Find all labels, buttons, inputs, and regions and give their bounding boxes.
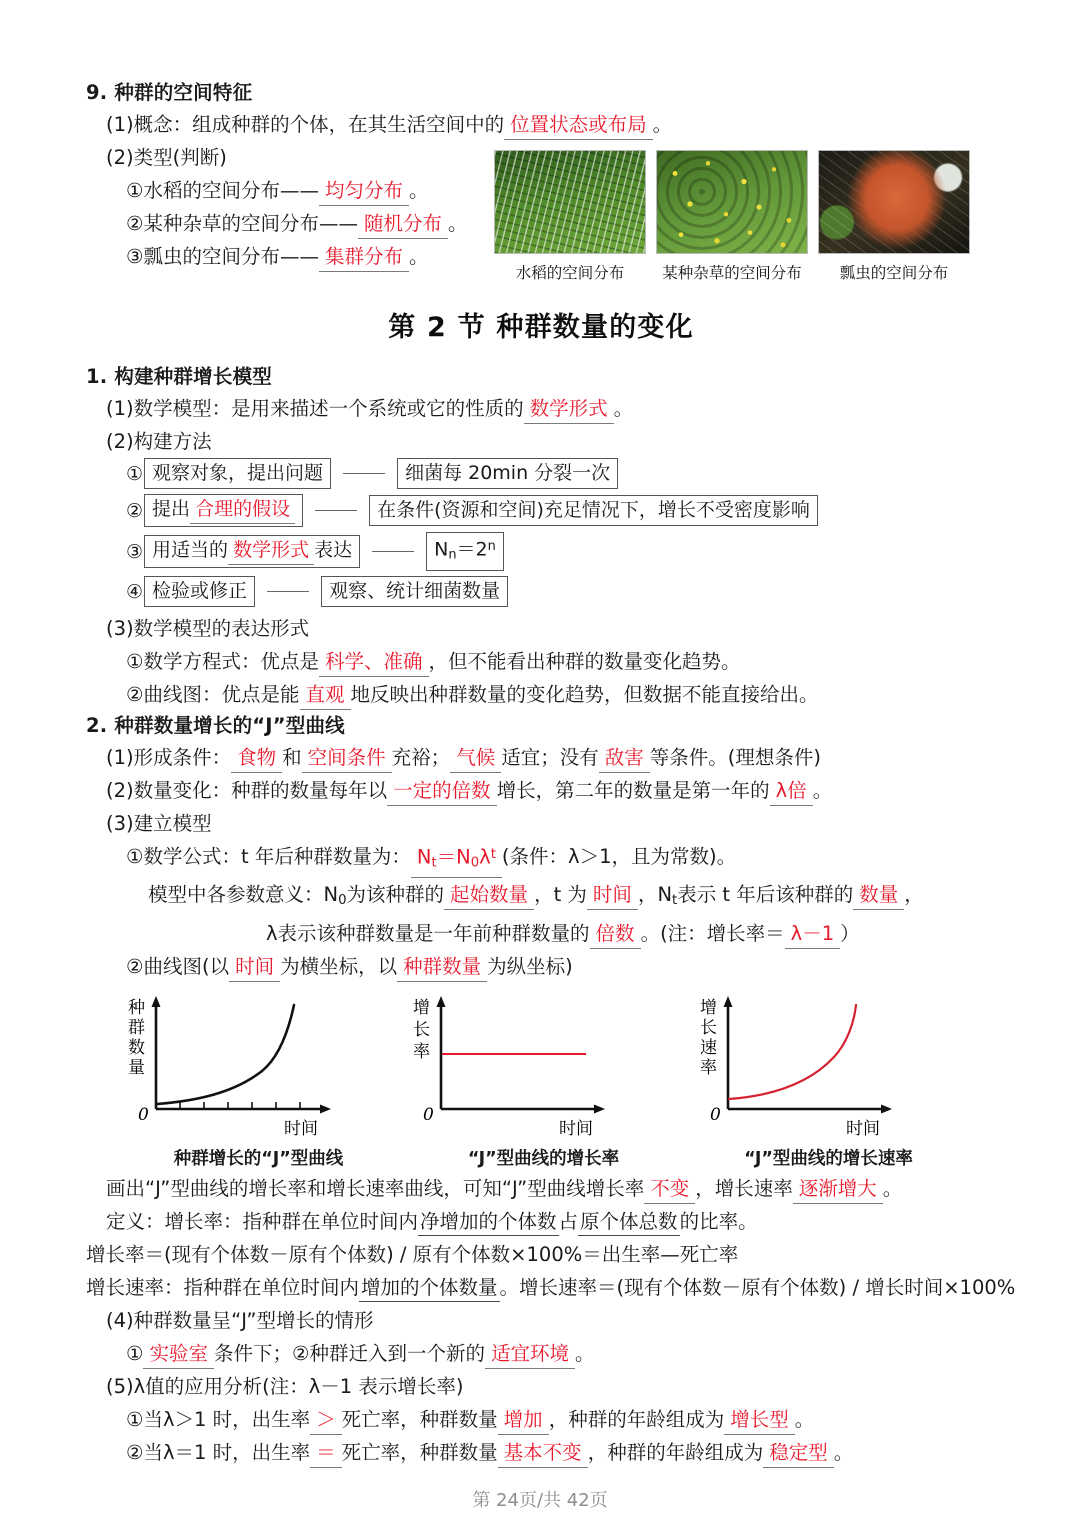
chart-2-ylabel-char-3: 率 [413,1042,430,1063]
expression-forms-label: (3)数学模型的表达形式 [106,617,310,641]
chart-3-origin-label: 0 [710,1105,721,1126]
type-2-num: ② [126,212,144,235]
lambda-analysis-label: (5)λ值的应用分析(注：λ－1 表示增长率) [106,1375,464,1399]
chart-3-xlabel: 时间 [846,1119,880,1140]
photo-caption-weed: 某种杂草的空间分布 [662,264,802,282]
type-1-label: 水稻的空间分布—— [143,179,319,202]
parameters-line-2 [266,917,996,950]
expression-form-row-1 [126,645,996,678]
formula-num: ① [126,845,144,869]
lambda-1-mid-2: ，种群的年龄组成为 [548,1408,725,1432]
photo-caption-ladybug: 瓢虫的空间分布 [839,264,949,282]
step-2-answer: 合理的假设 [190,496,295,524]
lambda-1-pre: 当λ＞1 时，出生率 [143,1408,311,1432]
form-2-pre: 曲线图：优点是能 [143,683,300,707]
j-growth-cases-line [126,1337,996,1370]
chart-1-ylabel-char-1: 种 [128,998,145,1019]
lambda-1-num: ① [126,1408,144,1432]
conditions-mid-3: 适宜；没有 [501,746,599,770]
case-2-answer: 适宜环境 [485,1341,575,1369]
param-answer-initial: 起始数量 [444,882,534,910]
condition-answer-food: 食物 [231,745,282,773]
curve-pre: 曲线图(以 [143,955,230,979]
section-9-heading: 9. 种群的空间特征 [86,81,253,104]
concept-tail: 。 [652,113,673,136]
distribution-type-row-1 [126,174,996,207]
build-method-label: (2)构建方法 [106,430,212,453]
type-3-num: ③ [126,245,144,268]
step-2-left-box [144,494,303,527]
step-3-left-suffix: 表达 [314,539,353,562]
step-1-right-box: 细菌每 20min 分裂一次 [397,458,618,489]
chart-2-ylabel-char-1: 增 [413,998,430,1019]
case-1-answer: 实验室 [143,1341,214,1369]
step-3-left-text: 用适当的 [152,539,229,562]
conclusion-answer-rate: 不变 [644,1176,695,1204]
quantity-change-mid: 增长，第二年的数量是第一年的 [496,779,770,803]
growth-speed-formula-line [86,1271,1016,1304]
step-1-connector [343,473,385,474]
page-content [86,78,1016,1469]
math-model-answer: 数学形式 [524,396,614,424]
form-2-answer: 直观 [300,682,351,710]
parameters-line-1 [148,878,996,917]
lambda-2-mid-2: ，种群的年龄组成为 [587,1441,764,1465]
graph-1-caption: 种群增长的“J”型曲线 [173,1149,344,1170]
j-curve-population-chart [116,991,401,1141]
curve-y-answer: 种群数量 [397,954,487,982]
lambda-2-answer-compare: ＝ [310,1440,342,1468]
photo-caption-rice: 水稻的空间分布 [515,264,625,282]
chart-2-origin-label: 0 [423,1105,434,1126]
param-answer-quantity: 数量 [853,882,904,910]
math-model-definition-line [106,392,996,425]
chart-1-ylabel-char-3: 数 [128,1038,145,1059]
lambda-answer-multiple: 倍数 [590,921,641,949]
growth-rate-definition-line [106,1205,996,1238]
params-mid-1: ，t 为 [534,883,587,907]
type-2-tail: 。 [448,212,468,235]
curve-num: ② [126,955,144,979]
math-model-tail: 。 [613,397,634,420]
chart-3-ylabel-char-1: 增 [700,998,717,1019]
lambda-desc-pre: λ表示该种群数量是一年前种群数量的 [266,922,590,946]
curve-mid: 为横坐标，以 [280,955,398,979]
section-2-heading: 2. 种群数量增长的“J”型曲线 [86,714,345,738]
graph-column-growth-rate [401,991,686,1170]
case-1-mid: 条件下； [214,1342,293,1366]
step-4-right-box: 观察、统计细菌数量 [321,576,508,607]
type-3-tail: 。 [409,245,429,268]
definition-underline-1: 净增加的个体数 [418,1210,559,1236]
definition-underline-2: 原个体总数 [578,1210,680,1236]
build-model-label: (3)建立模型 [106,812,212,836]
growth-rate-formula-line: 增长率＝(现有个体数－原有个体数) / 原有个体数×100%＝出生率—死亡率 [86,1243,739,1267]
chapter-title: 第 2 节 种群数量的变化 [388,312,694,343]
chart-2-ylabel-char-2: 长 [413,1020,430,1041]
formula-pre: 数学公式：t 年后种群数量为： [143,845,411,869]
lambda-2-num: ② [126,1441,144,1465]
speed-formula-post: 。增长速率＝(现有个体数－原有个体数) / 增长时间×100% [499,1276,1016,1300]
type-3-answer: 集群分布 [319,244,409,272]
j-curve-graph-group [86,991,996,1170]
lambda-1-answer-compare: ＞ [310,1407,342,1435]
step-3-formula-box: $N_n=2^n$ [426,532,504,571]
section-1-heading: 1. 构建种群增长模型 [86,365,272,388]
graph-3-caption: “J”型曲线的增长速率 [744,1149,913,1170]
curve-x-answer: 时间 [229,954,280,982]
lambda-2-answer-agetype: 稳定型 [763,1440,834,1468]
chart-3-ylabel-char-2: 长 [700,1018,717,1039]
chart-1-ylabel-char-2: 群 [128,1018,145,1039]
step-1-number: ① [126,462,144,485]
step-3-left-box [144,535,360,568]
growth-rate-answer: λ－1 [785,921,840,949]
conclusion-tail: 。 [882,1177,903,1201]
page-footer: 第 24页/共 42页 [472,1490,608,1511]
step-2-connector [315,510,357,511]
condition-answer-space: 空间条件 [302,745,392,773]
form-2-num: ② [126,683,144,707]
formula-post: (条件：λ＞1，且为常数)。 [501,845,737,869]
lambda-2-answer-quantity: 基本不变 [498,1440,588,1468]
form-1-post: ，但不能看出种群的数量变化趋势。 [428,650,741,674]
case-1-num: ① [126,1342,144,1366]
form-1-answer: 科学、准确 [319,649,429,677]
type-1-tail: 。 [409,179,429,202]
math-formula-line [126,840,996,878]
lambda-2-tail: 。 [833,1441,854,1465]
form-1-num: ① [126,650,144,674]
formula-answer: $N_t=N_0\lambda^t$ [411,842,502,878]
condition-answer-enemy: 敌害 [599,745,650,773]
expression-form-row-2 [126,678,996,711]
curve-tail: 为纵坐标) [487,955,573,979]
quantity-change-prefix: (2)数量变化：种群的数量每年以 [106,779,388,803]
quantity-change-line [106,774,996,807]
type-2-label: 某种杂草的空间分布—— [143,212,358,235]
j-curve-growth-speed-chart [686,991,971,1141]
chart-1-origin-label: 0 [138,1105,149,1126]
step-2-left-text: 提出 [152,498,191,520]
quantity-change-answer-2: λ倍 [770,778,813,806]
conclusion-pre: 画出“J”型曲线的增长率和增长速率曲线，可知“J”型曲线增长率 [106,1177,645,1201]
lambda-1-mid-1: 死亡率，种群数量 [341,1408,498,1432]
params-tail: ， [904,883,924,907]
step-4-number: ④ [126,580,144,603]
lambda-desc-tail: ） [840,922,860,946]
distribution-type-row-2 [126,207,996,240]
type-1-answer: 均匀分布 [319,178,409,206]
form-1-pre: 数学方程式：优点是 [143,650,319,674]
case-2-text: 种群迁入到一个新的 [309,1342,486,1366]
chart-1-ylabel-char-4: 量 [128,1058,145,1079]
type-1-text: ① [126,179,144,202]
conditions-prefix: (1)形成条件： [106,746,232,770]
graph-2-caption: “J”型曲线的增长率 [467,1149,620,1170]
step-3-number: ③ [126,540,144,563]
lambda-1-answer-quantity: 增加 [498,1407,549,1435]
step-4-left-box: 检验或修正 [144,576,255,607]
section-9-type-label: (2)类型(判断) [106,146,227,169]
build-step-row-2 [126,494,996,527]
section-9-concept-line [106,108,996,141]
condition-answer-climate: 气候 [450,745,501,773]
j-curve-growth-rate-chart [401,991,686,1141]
math-model-label: (1)数学模型：是用来描述一个系统或它的性质的 [106,397,524,420]
curve-axes-line [126,950,996,983]
param-answer-time: 时间 [587,882,638,910]
lambda-2-mid-1: 死亡率，种群数量 [341,1441,498,1465]
build-step-row-3 [126,532,996,571]
lambda-2-pre: 当λ＝1 时，出生率 [143,1441,311,1465]
definition-mid: 占 [558,1210,579,1234]
step-2-right-box: 在条件(资源和空间)充足情况下，增长不受密度影响 [369,495,818,526]
concept-answer: 位置状态或布局 [504,112,653,140]
lambda-row-2 [126,1436,996,1469]
conditions-mid-2: 充裕； [391,746,451,770]
speed-formula-pre: 增长速率：指种群在单位时间内 [86,1276,360,1300]
case-2-num: ② [292,1342,310,1366]
params-mid-2: ，$N_t$表示 t 年后该种群的 [637,883,854,909]
chart-3-ylabel-char-3: 速 [700,1038,717,1059]
distribution-type-row-3 [126,240,996,273]
chart-2-xlabel: 时间 [559,1119,593,1140]
speed-formula-underline: 增加的个体数量 [359,1276,500,1302]
graph-column-population [116,991,401,1170]
graph-column-growth-speed [686,991,971,1170]
case-tail: 。 [575,1342,595,1366]
step-3-connector [372,551,414,552]
build-step-row-1 [126,458,996,489]
conditions-tail: 等条件。(理想条件) [649,746,821,770]
chart-1-xlabel: 时间 [284,1119,318,1140]
form-2-post: 地反映出种群数量的变化趋势，但数据不能直接给出。 [350,683,819,707]
definition-pre: 定义：增长率：指种群在单位时间内 [106,1210,419,1234]
quantity-change-tail: 。 [812,779,833,803]
step-4-connector [267,591,309,592]
type-2-answer: 随机分布 [358,211,448,239]
lambda-desc-mid: 。(注：增长率＝ [640,922,785,946]
step-2-number: ② [126,499,144,522]
j-growth-cases-label: (4)种群数量呈“J”型增长的情形 [106,1309,374,1333]
lambda-1-tail: 。 [794,1408,815,1432]
conclusion-answer-speed: 逐渐增大 [793,1176,883,1204]
definition-tail: 的比率。 [679,1210,758,1234]
step-3-answer: 数学形式 [228,537,314,565]
params-prefix: 模型中各参数意义：$N_0$为该种群的 [148,883,445,909]
quantity-change-answer-1: 一定的倍数 [387,778,497,806]
conditions-mid-1: 和 [282,746,302,770]
lambda-1-answer-agetype: 增长型 [724,1407,795,1435]
formation-conditions-line [106,741,996,774]
chart-3-ylabel-char-4: 率 [700,1058,717,1079]
conclusion-mid: ，增长速率 [695,1177,793,1201]
build-step-row-4 [126,576,996,607]
type-3-label: 瓢虫的空间分布—— [143,245,319,268]
lambda-row-1 [126,1403,996,1436]
step-1-left-box: 观察对象，提出问题 [144,458,331,489]
graph-conclusion-line [106,1172,996,1205]
concept-label: (1)概念：组成种群的个体，在其生活空间中的 [106,113,505,136]
